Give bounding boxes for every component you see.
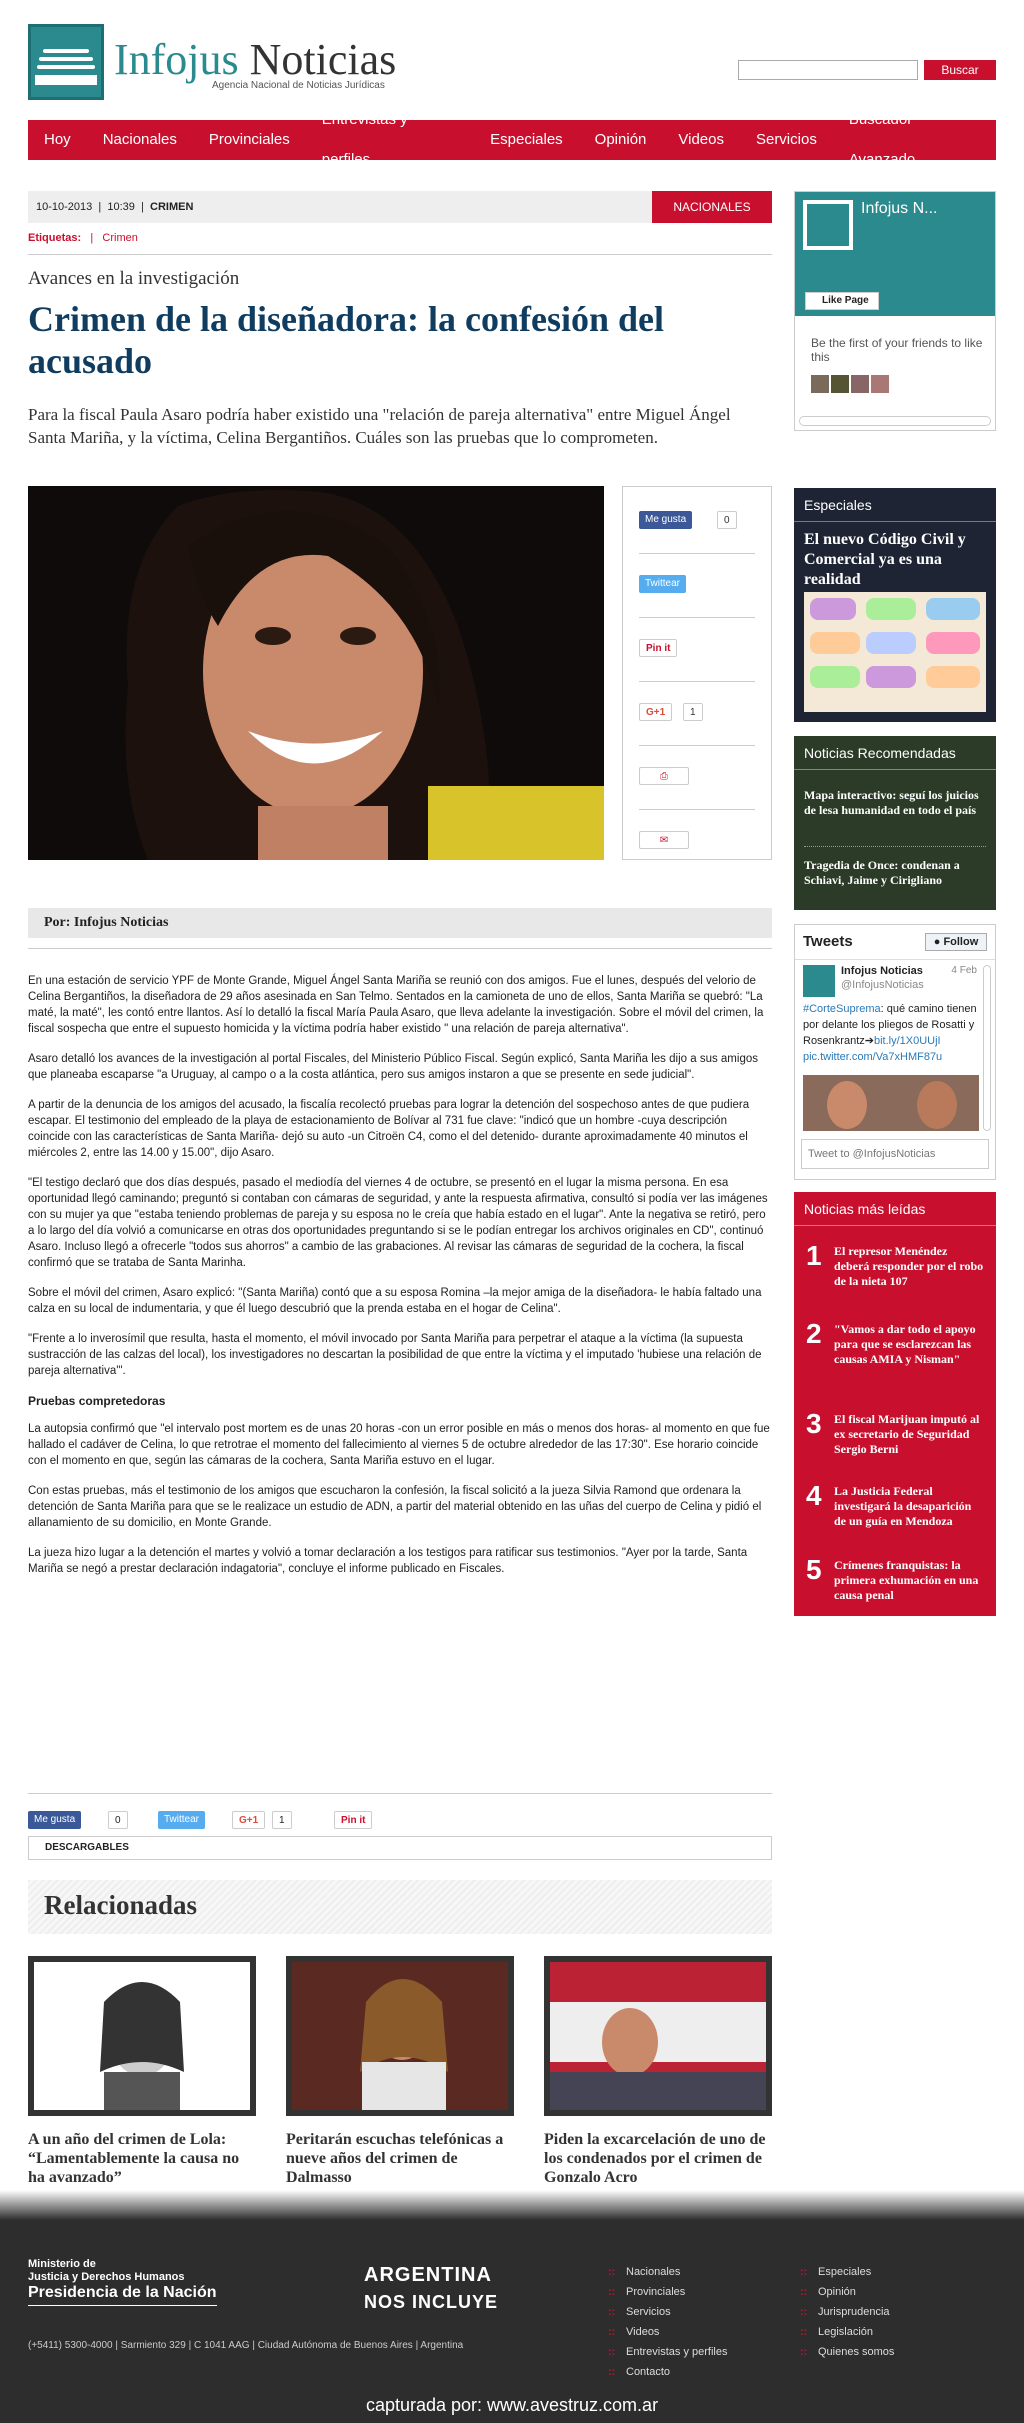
capture-watermark: capturada por: www.avestruz.com.ar — [365, 2395, 659, 2415]
twitter-avatar[interactable] — [803, 965, 835, 997]
tweet-date[interactable]: 4 Feb — [951, 965, 977, 976]
paragraph: Sobre el móvil del crimen, Asaro explicó: "(Santa Mariña) contó que a su esposa Romina –la mejor amiga de la diseñadora- le había faltado una calza en su local de indumentaria, y que él luego descubrió que la prenda estaba en el hogar de Celina". — [28, 1287, 762, 1315]
divider — [639, 745, 755, 746]
byline: Por: Infojus Noticias — [28, 908, 772, 938]
most-read-box — [794, 1192, 996, 1616]
facebook-page-name[interactable]: Infojus N... — [861, 200, 938, 217]
article-category[interactable]: CRIMEN — [150, 201, 194, 213]
related-card[interactable] — [544, 1956, 772, 2187]
footer-link-servicios[interactable]: :: Servicios — [626, 2306, 671, 2318]
related-card[interactable] — [28, 1956, 256, 2187]
related-title[interactable]: A un año del crimen de Lola: “Lamentablemente la causa no ha avanzado” — [28, 2131, 240, 2186]
paragraph: Con estas pruebas, más el testimonio de los amigos que escucharon la confesión, la fiscal solicitó a la jueza Silvia Ramond que ordenara la detención de Santa Mariña para que se le realizace un estudio de ADN, a partir del material obtenido en las uñas del cuerpo de Celina y pidió el allanamiento de su domicilio, en Monte Grande. — [28, 1485, 762, 1529]
rank-number: 1 — [806, 1240, 822, 1271]
paragraph: Asaro detalló los avances de la investigación al portal Fiscales, del Ministerio Público Fiscal. Según explicó, Santa Mariña les dijo a sus amigos que planeaba escaparse "a Uruguay, al campo o a la costa atlántica, pero sus amigos instaron a que se presente en sede judicial". — [28, 1053, 758, 1081]
most-read-title[interactable]: Crímenes franquistas: la primera exhumación en una causa penal — [834, 1558, 979, 1602]
logo-brand-2: Noticias — [249, 35, 397, 84]
facebook-like-page-button[interactable]: Like Page — [805, 292, 879, 310]
gplus-button[interactable]: G+1 — [639, 703, 672, 721]
tweet-handle[interactable]: @InfojusNoticias — [841, 979, 924, 991]
tags-row: Etiquetas: | Crimen — [28, 232, 138, 244]
most-read-item[interactable] — [802, 1552, 988, 1622]
article-kicker: Avances en la investigación — [28, 268, 240, 289]
avatar — [871, 375, 889, 393]
article-subtitle: Para la fiscal Paula Asaro podría haber existido una "relación de pareja alternativa" entre Miguel Ángel Santa Mariña, y la víctima, Celina Bergantiños. Cuáles son las pruebas que lo comprometen. — [28, 405, 731, 447]
recommended-heading: Noticias Recomendadas — [794, 736, 996, 770]
facebook-cover[interactable] — [795, 192, 995, 316]
divider — [28, 1793, 772, 1794]
paragraph: En una estación de servicio YPF de Monte Grande, Miguel Ángel Santa Mariña se reunió con dos amigos. Fue el lunes, después del velorio de Celina Bergantiños, la diseñadora de 29 años asesinada en San Telmo. Sentados en la camioneta de uno de ellos, Santa Mariña se quebró: "La maté, la maté", les contó entre llantos. Así lo detalló la fiscal María Paula Asaro, que lleva adelante la investigación. Sobre el móvil del crimen, la fiscal sospecha que entre el supuesto homicida y la víctima podría haber existido " una relación de pareja alternativa". — [28, 975, 764, 1035]
rank-number: 2 — [806, 1318, 822, 1349]
article-title: Crimen de la diseñadora: la confesión del acusado — [28, 299, 664, 381]
presidency-logo-text[interactable]: Presidencia de la Nación — [28, 2284, 217, 2306]
related-heading: Relacionadas — [44, 1890, 198, 1920]
pinterest-button[interactable]: Pin it — [639, 639, 677, 657]
divider — [804, 846, 986, 847]
twitter-button[interactable]: Twittear — [158, 1811, 205, 1829]
nav-item-servicios[interactable]: Servicios — [755, 131, 817, 148]
scrollbar[interactable] — [799, 416, 991, 426]
nav-item-provinciales[interactable]: Provinciales — [208, 131, 290, 148]
logo-text[interactable] — [114, 34, 396, 85]
share-panel — [622, 486, 772, 860]
downloads-tab[interactable]: DESCARGABLES — [28, 1836, 772, 1860]
rank-number: 4 — [806, 1480, 822, 1511]
related-header — [28, 1880, 772, 1934]
paragraph: "El testigo declaró que dos días después, pasado el mediodía del viernes 4 de octubre, se presentó en el lugar la misma persona. En esa oportunidad llegó caminando; preguntó si contaban con cámaras de seguridad, y ante la respuesta afirmativa, consultó si podía ver las imágenes con su mujer ya que "estaba teniendo problemas de pareja y su esposa no le creía que había estado en el lugar". Ante la negativa se retiró, pero a lo largo del día volvió a comunicarse en otras dos oportunidades preguntando si se le podían entregar los archivos originales en CD", continuó Asaro. Incluso llegó a ofrecerle "todos sus ahorros" a cambio de las grabaciones. Al revisar las cámaras de seguridad de la cochera, la fiscal confirmó que se trataba de Santa Marinha. — [28, 1177, 768, 1269]
footer-link-videos[interactable]: :: Videos — [626, 2326, 659, 2338]
especiales-title[interactable]: El nuevo Código Civil y Comercial ya es una realidad — [804, 531, 966, 588]
paragraph: La autopsia confirmó que "el intervalo post mortem es de unas 20 horas -con un error posible en más o menos dos horas- al momento en que fue hallado el cadáver de Celina, lo que retrotrae el momento del fallecimiento al viernes 5 de octubre alrededor de las 17:30". Ese horario coincide con el momento en que, según las cámaras de la cochera, Santa Mariña estuvo en el lugar. — [28, 1423, 770, 1467]
avatar — [851, 375, 869, 393]
facebook-like-button[interactable]: Me gusta — [639, 511, 692, 529]
divider — [28, 948, 772, 949]
nav-item-videos[interactable]: Videos — [678, 131, 724, 148]
nav-item-hoy[interactable]: Hoy — [44, 131, 71, 148]
gplus-count: 1 — [683, 703, 703, 721]
article-meta-bar: 10-10-2013 | 10:39 | CRIMEN NACIONALES — [28, 191, 772, 223]
tweet-user[interactable]: Infojus Noticias — [841, 965, 923, 977]
search-input[interactable] — [738, 60, 918, 80]
article-subheading: Pruebas compretedoras — [28, 1394, 166, 1408]
tweet-link[interactable]: bit.ly/1X0UUjI — [873, 1035, 941, 1047]
footer-link-especiales[interactable]: :: Especiales — [818, 2266, 871, 2278]
avatar — [831, 375, 849, 393]
rank-number: 3 — [806, 1408, 822, 1439]
divider — [28, 254, 772, 255]
email-icon[interactable]: ✉ — [639, 831, 689, 849]
paragraph: La jueza hizo lugar a la detención el martes y volvió a tomar declaración a los testigos para ratificar sus testimonios. "Ayer por la tarde, Santa Mariña se negó a prestar declaración indagatoria", concluye el informe publicado en Fiscales. — [28, 1547, 748, 1575]
article-photo — [28, 486, 604, 860]
logo-tagline: Agencia Nacional de Noticias Jurídicas — [212, 80, 385, 91]
divider — [795, 959, 995, 960]
logo-brand: Infojus — [114, 35, 239, 84]
logo-icon[interactable] — [28, 24, 104, 100]
footer-link-nacionales[interactable]: :: Nacionales — [626, 2266, 680, 2278]
article-date: 10-10-2013 — [36, 201, 93, 213]
article-body — [28, 973, 772, 1591]
nav-item-buscador[interactable]: Buscador Avanzado — [848, 111, 916, 168]
ministry-logo-text[interactable]: Ministerio de Justicia y Derechos Humanos — [28, 2258, 185, 2283]
nav-item-entrevistas[interactable]: Entrevistas y perfiles — [321, 111, 408, 168]
footer-address: (+5411) 5300-4000 | Sarmiento 329 | C 1041 AAG | Ciudad Autónoma de Buenos Aires | Argentina — [28, 2340, 464, 2351]
tweet-pic-link[interactable]: pic.twitter.com/Va7xHMF87u — [803, 1051, 943, 1063]
related-image[interactable] — [544, 1956, 772, 2116]
gplus-button[interactable]: G+1 — [232, 1811, 265, 1829]
most-read-item[interactable] — [802, 1406, 988, 1476]
related-image[interactable] — [28, 1956, 256, 2116]
footer-link-contacto[interactable]: :: Contacto — [626, 2366, 670, 2378]
footer-link-jurisprudencia[interactable]: :: Jurisprudencia — [818, 2306, 890, 2318]
paragraph: A partir de la denuncia de los amigos del acusado, la fiscalía recolectó pruebas para lograr la detención del sospechoso antes de que pudiera escapar. El testimonio del empleado de la playa de estacionamiento de Bolívar al 731 fue clave: "indicó que un hombre -cuya descripción coincide con las características de Santa Mariña- dejó su auto -un Citroën C4, como el del detenido- durante aproximadamente 40 minutos el miércoles 2, entre las 14.00 y 15.00", dijo Asaro. — [28, 1099, 750, 1159]
especiales-image[interactable] — [804, 592, 986, 712]
gplus-count: 1 — [272, 1811, 292, 1829]
nav-item-nacionales[interactable]: Nacionales — [102, 131, 177, 148]
facebook-count: 0 — [108, 1811, 128, 1829]
site-footer — [0, 2220, 1024, 2423]
rank-number: 5 — [806, 1554, 822, 1585]
related-title[interactable]: Piden la excarcelación de uno de los condenados por el crimen de Gonzalo Acro — [544, 2131, 766, 2186]
related-title[interactable]: Peritarán escuchas telefónicas a nueve años del crimen de Dalmasso — [286, 2131, 504, 2186]
especiales-heading: Especiales — [794, 488, 996, 522]
recommended-item[interactable]: Tragedia de Once: condenan a Schiavi, Jaime y Cirigliano — [804, 858, 960, 887]
follow-button[interactable]: ● Follow — [925, 933, 987, 951]
recommended-box — [794, 736, 996, 910]
article-time: 10:39 — [107, 201, 135, 213]
most-read-title[interactable]: El represor Menéndez deberá responder por el robo de la nieta 107 — [834, 1244, 984, 1288]
tags-label: Etiquetas: — [28, 232, 82, 244]
facebook-text: Be the first of your friends to like this — [811, 336, 983, 364]
scrollbar[interactable] — [983, 965, 991, 1131]
argentina-logo-line1: ARGENTINA — [364, 2264, 492, 2286]
most-read-item[interactable] — [802, 1478, 988, 1548]
footer-link-provinciales[interactable]: :: Provinciales — [626, 2286, 685, 2298]
nav-item-opinion[interactable]: Opinión — [594, 131, 647, 148]
section-tag[interactable]: NACIONALES — [652, 191, 772, 223]
footer-link-quienes-somos[interactable]: :: Quienes somos — [818, 2346, 894, 2358]
facebook-widget — [794, 191, 996, 431]
most-read-title[interactable]: El fiscal Marijuan imputó al ex secretario de Seguridad Sergio Berni — [834, 1412, 980, 1456]
facebook-avatar — [803, 200, 853, 250]
most-read-title[interactable]: "Vamos a dar todo el apoyo para que se esclarezcan las causas AMIA y Nisman" — [834, 1322, 976, 1366]
bottom-share-bar — [28, 1793, 772, 1826]
nav-item-especiales[interactable]: Especiales — [490, 131, 563, 148]
main-nav — [28, 111, 996, 168]
divider — [639, 553, 755, 554]
print-icon[interactable]: ⎙ — [639, 767, 689, 785]
footer-link-entrevistas[interactable]: :: Entrevistas y perfiles — [626, 2346, 727, 2358]
tweet-input[interactable]: Tweet to @InfojusNoticias — [801, 1139, 989, 1169]
pinterest-button[interactable]: Pin it — [334, 1811, 372, 1829]
most-read-heading: Noticias más leídas — [794, 1192, 996, 1226]
paragraph: "Frente a lo inverosímil que resulta, hasta el momento, el móvil invocado por Santa Mariña para perpetrar el ataque a la víctima (la supuesta sustracción de las calzas del local), los investigadores no descartan la posibilidad de que entre la víctima y el imputado 'hubiese una relación de pareja alternativa'". — [28, 1333, 762, 1377]
especiales-box — [794, 488, 996, 722]
divider — [639, 617, 755, 618]
tweet-body: : qué camino tienen por delante los pliegos de Rosatti y Rosenkrantz➔ — [803, 1003, 977, 1047]
divider — [639, 809, 755, 810]
avatar — [811, 375, 829, 393]
most-read-title[interactable]: La Justicia Federal investigará la desaparición de un guía en Mendoza — [834, 1484, 972, 1528]
tweet-text — [803, 1001, 983, 1065]
footer-fade — [0, 2190, 1024, 2220]
twitter-button[interactable]: Twittear — [639, 575, 686, 593]
tweets-heading: Tweets — [803, 933, 853, 950]
footer-link-opinion[interactable]: :: Opinión — [818, 2286, 856, 2298]
twitter-widget — [794, 924, 996, 1180]
recommended-item[interactable]: Mapa interactivo: seguí los juicios de lesa humanidad en todo el país — [804, 788, 979, 817]
tweet-hashtag[interactable]: #CorteSuprema — [803, 1003, 881, 1015]
argentina-logo-line2: NOS INCLUYE — [364, 2292, 499, 2312]
tag-link[interactable]: Crimen — [102, 232, 138, 244]
related-image[interactable] — [286, 1956, 514, 2116]
facebook-like-button[interactable]: Me gusta — [28, 1811, 81, 1829]
facebook-count: 0 — [717, 511, 737, 529]
footer-link-legislacion[interactable]: :: Legislación — [818, 2326, 873, 2338]
search-button[interactable]: Buscar — [924, 60, 996, 80]
divider — [639, 681, 755, 682]
most-read-item[interactable] — [802, 1238, 988, 1308]
related-card[interactable] — [286, 1956, 514, 2187]
most-read-item[interactable] — [802, 1316, 988, 1386]
tweet-image[interactable] — [803, 1075, 979, 1131]
